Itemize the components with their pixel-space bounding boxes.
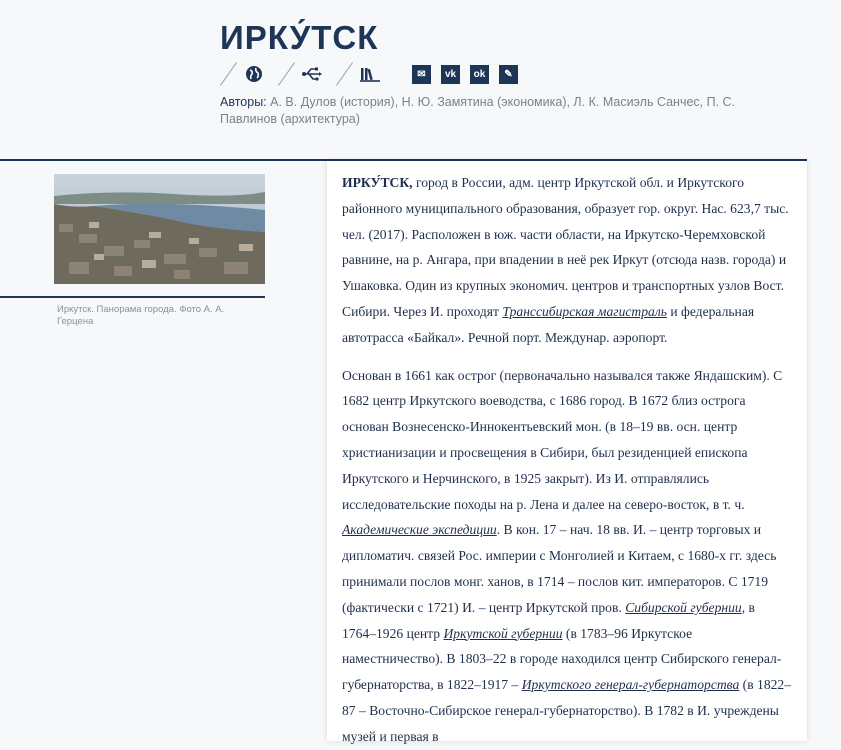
link-siberian-governorate[interactable]: Сибирской губернии bbox=[625, 599, 742, 615]
globe-icon[interactable] bbox=[244, 64, 264, 84]
authors-label: Авторы: bbox=[220, 95, 267, 109]
books-icon[interactable] bbox=[360, 64, 380, 84]
divider bbox=[0, 159, 327, 161]
authors bbox=[220, 94, 780, 128]
divider bbox=[0, 296, 265, 298]
toolbar bbox=[220, 62, 820, 86]
image-caption: Иркутск. Панорама города. Фото А. А. Герцена bbox=[57, 304, 225, 327]
paragraph bbox=[342, 170, 792, 351]
link-irkutsk-governorate[interactable]: Иркутской губернии bbox=[443, 625, 563, 641]
link-irkutsk-general-governorate[interactable]: Иркутского генерал-губернаторства bbox=[521, 677, 740, 693]
authors-list: А. В. Дулов (история), Н. Ю. Замятина (экономика), Л. К. Масиэль Санчес, П. С. Павлинов (архитектура) bbox=[220, 95, 736, 126]
text: и федеральная автотрасса «Байкал». Речной порт. Междунар. аэропорт. bbox=[342, 303, 755, 345]
text: (в 1783–96 Иркутское наместничество). В 1803–22 в городе находился центр Сибирского генерал-губернаторства, в 1822–1917 – bbox=[342, 625, 782, 693]
divider bbox=[336, 62, 354, 86]
usb-icon[interactable] bbox=[302, 64, 322, 84]
text: город в России, адм. центр Иркутской обл. и Иркутского районного муниципального образования, образует гор. округ. Нас. 623,7 тыс. чел. (2017). Расположен в юж. части области, на Иркутско-Черемховской равнине, на р. Ангара, при впадении в неё рек Иркут (отсюда назв. города) и Ушаковка. Один из крупных экономич. центров и транспортных узлов Вост. Сибири. Через И. проходят bbox=[342, 175, 789, 319]
article-header bbox=[220, 18, 820, 128]
link-transsib[interactable]: Транссибирская магистраль bbox=[502, 303, 667, 319]
city-panorama-image[interactable] bbox=[54, 174, 265, 284]
lj-share-button[interactable]: ✎ bbox=[499, 65, 518, 84]
ok-share-button[interactable]: ok bbox=[470, 65, 489, 84]
article-body bbox=[327, 161, 807, 744]
text: , в 1764–1926 центр bbox=[342, 599, 755, 641]
mail-share-button[interactable]: ✉ bbox=[412, 65, 431, 84]
divider bbox=[278, 62, 296, 86]
page-title: ИРКУ́ТСК bbox=[220, 19, 379, 56]
paragraph bbox=[342, 363, 792, 750]
link-academic-expeditions[interactable]: Академические экспедиции bbox=[342, 522, 497, 538]
article-headword: ИРКУ́ТСК, bbox=[342, 175, 413, 190]
vk-share-button[interactable]: vk bbox=[441, 65, 460, 84]
text: . В кон. 17 – нач. 18 вв. И. – центр торговых и дипломатич. связей Рос. империи с Монголией и Китаем, с 1680-х гг. здесь принимали послов монг. ханов, в 1714 – послов кит. императоров. С 1719 (фактически с 1721) И. – центр Иркутской пров. bbox=[342, 522, 777, 615]
text: (в 1822–87 – Восточно-Сибирское генерал-губернаторство). В 1782 в И. учреждены музей и первая в bbox=[342, 677, 792, 744]
text: Основан в 1661 как острог (первоначально назывался также Яндашским). С 1682 центр Иркутского воеводства, с 1686 город. В 1672 близ острога основан Вознесенско-Иннокентьевский мон. (в 18–19 вв. осн. центр христианизации и просвещения в Сибири, был резиденцией епископа Иркутского и Нерчинского, в 1925 закрыт). Из И. отправлялись исследовательские походы на р. Лена и далее на северо-восток, в т. ч. bbox=[342, 367, 783, 512]
share-buttons bbox=[412, 65, 528, 84]
divider bbox=[220, 62, 238, 86]
